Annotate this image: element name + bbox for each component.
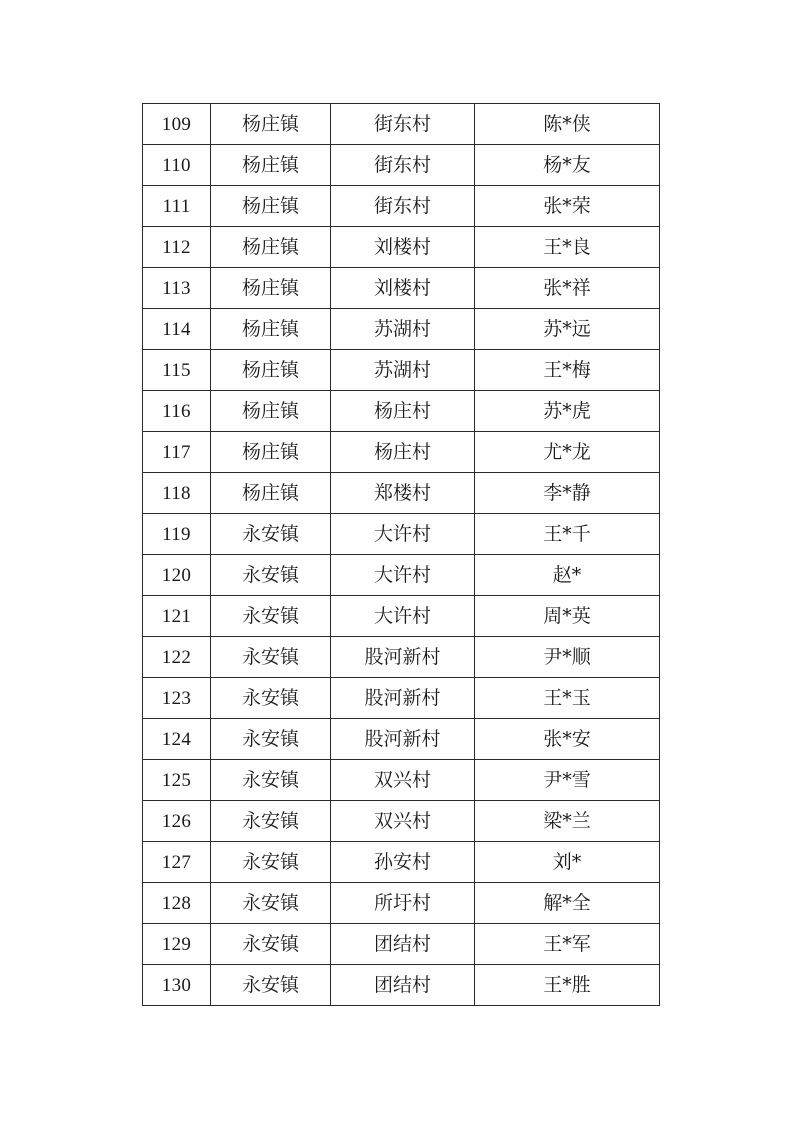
person-name-cell: 赵* [475, 555, 660, 596]
table-row [143, 965, 660, 1006]
village-cell: 大许村 [331, 555, 475, 596]
village-cell: 街东村 [331, 104, 475, 145]
village-cell: 杨庄村 [331, 432, 475, 473]
table-row [143, 473, 660, 514]
town-cell: 永安镇 [211, 719, 331, 760]
row-number-cell: 122 [143, 637, 211, 678]
person-name-cell: 王*玉 [475, 678, 660, 719]
village-cell: 股河新村 [331, 719, 475, 760]
person-name-cell: 尹*雪 [475, 760, 660, 801]
roster-table [142, 103, 660, 1006]
village-cell: 郑楼村 [331, 473, 475, 514]
row-number-cell: 121 [143, 596, 211, 637]
row-number-cell: 130 [143, 965, 211, 1006]
row-number-cell: 128 [143, 883, 211, 924]
town-cell: 永安镇 [211, 842, 331, 883]
table-row [143, 842, 660, 883]
table-row [143, 678, 660, 719]
table-row [143, 596, 660, 637]
row-number-cell: 129 [143, 924, 211, 965]
village-cell: 股河新村 [331, 637, 475, 678]
table-row [143, 924, 660, 965]
person-name-cell: 刘* [475, 842, 660, 883]
person-name-cell: 王*胜 [475, 965, 660, 1006]
town-cell: 杨庄镇 [211, 104, 331, 145]
town-cell: 杨庄镇 [211, 227, 331, 268]
table-row [143, 309, 660, 350]
table-row [143, 719, 660, 760]
town-cell: 永安镇 [211, 555, 331, 596]
person-name-cell: 王*良 [475, 227, 660, 268]
table-row [143, 104, 660, 145]
row-number-cell: 112 [143, 227, 211, 268]
row-number-cell: 127 [143, 842, 211, 883]
row-number-cell: 125 [143, 760, 211, 801]
row-number-cell: 120 [143, 555, 211, 596]
village-cell: 团结村 [331, 924, 475, 965]
village-cell: 苏湖村 [331, 350, 475, 391]
town-cell: 杨庄镇 [211, 391, 331, 432]
village-cell: 双兴村 [331, 801, 475, 842]
town-cell: 永安镇 [211, 678, 331, 719]
town-cell: 杨庄镇 [211, 309, 331, 350]
person-name-cell: 杨*友 [475, 145, 660, 186]
table-row [143, 432, 660, 473]
town-cell: 永安镇 [211, 883, 331, 924]
village-cell: 双兴村 [331, 760, 475, 801]
village-cell: 苏湖村 [331, 309, 475, 350]
person-name-cell: 梁*兰 [475, 801, 660, 842]
town-cell: 杨庄镇 [211, 268, 331, 309]
village-cell: 大许村 [331, 514, 475, 555]
person-name-cell: 王*梅 [475, 350, 660, 391]
town-cell: 永安镇 [211, 596, 331, 637]
table-row [143, 637, 660, 678]
table-row [143, 350, 660, 391]
town-cell: 永安镇 [211, 637, 331, 678]
table-row [143, 391, 660, 432]
person-name-cell: 王*千 [475, 514, 660, 555]
row-number-cell: 124 [143, 719, 211, 760]
town-cell: 杨庄镇 [211, 350, 331, 391]
village-cell: 街东村 [331, 186, 475, 227]
town-cell: 杨庄镇 [211, 432, 331, 473]
town-cell: 永安镇 [211, 801, 331, 842]
person-name-cell: 李*静 [475, 473, 660, 514]
village-cell: 杨庄村 [331, 391, 475, 432]
row-number-cell: 116 [143, 391, 211, 432]
village-cell: 孙安村 [331, 842, 475, 883]
person-name-cell: 尤*龙 [475, 432, 660, 473]
town-cell: 永安镇 [211, 760, 331, 801]
town-cell: 杨庄镇 [211, 473, 331, 514]
row-number-cell: 117 [143, 432, 211, 473]
row-number-cell: 123 [143, 678, 211, 719]
row-number-cell: 119 [143, 514, 211, 555]
person-name-cell: 解*全 [475, 883, 660, 924]
person-name-cell: 周*英 [475, 596, 660, 637]
table-row [143, 555, 660, 596]
table-row [143, 268, 660, 309]
row-number-cell: 111 [143, 186, 211, 227]
village-cell: 所圩村 [331, 883, 475, 924]
village-cell: 街东村 [331, 145, 475, 186]
person-name-cell: 张*荣 [475, 186, 660, 227]
town-cell: 永安镇 [211, 514, 331, 555]
row-number-cell: 115 [143, 350, 211, 391]
table-row [143, 760, 660, 801]
village-cell: 大许村 [331, 596, 475, 637]
table-row [143, 145, 660, 186]
row-number-cell: 126 [143, 801, 211, 842]
town-cell: 永安镇 [211, 924, 331, 965]
table-row [143, 186, 660, 227]
person-name-cell: 尹*顺 [475, 637, 660, 678]
row-number-cell: 110 [143, 145, 211, 186]
person-name-cell: 苏*远 [475, 309, 660, 350]
town-cell: 杨庄镇 [211, 145, 331, 186]
row-number-cell: 118 [143, 473, 211, 514]
table-row [143, 227, 660, 268]
village-cell: 股河新村 [331, 678, 475, 719]
village-cell: 团结村 [331, 965, 475, 1006]
person-name-cell: 张*安 [475, 719, 660, 760]
row-number-cell: 109 [143, 104, 211, 145]
table-row [143, 514, 660, 555]
table-row [143, 801, 660, 842]
table-row [143, 883, 660, 924]
roster-table-body [143, 104, 660, 1006]
town-cell: 永安镇 [211, 965, 331, 1006]
person-name-cell: 张*祥 [475, 268, 660, 309]
village-cell: 刘楼村 [331, 227, 475, 268]
person-name-cell: 王*军 [475, 924, 660, 965]
row-number-cell: 113 [143, 268, 211, 309]
village-cell: 刘楼村 [331, 268, 475, 309]
row-number-cell: 114 [143, 309, 211, 350]
person-name-cell: 苏*虎 [475, 391, 660, 432]
person-name-cell: 陈*侠 [475, 104, 660, 145]
town-cell: 杨庄镇 [211, 186, 331, 227]
